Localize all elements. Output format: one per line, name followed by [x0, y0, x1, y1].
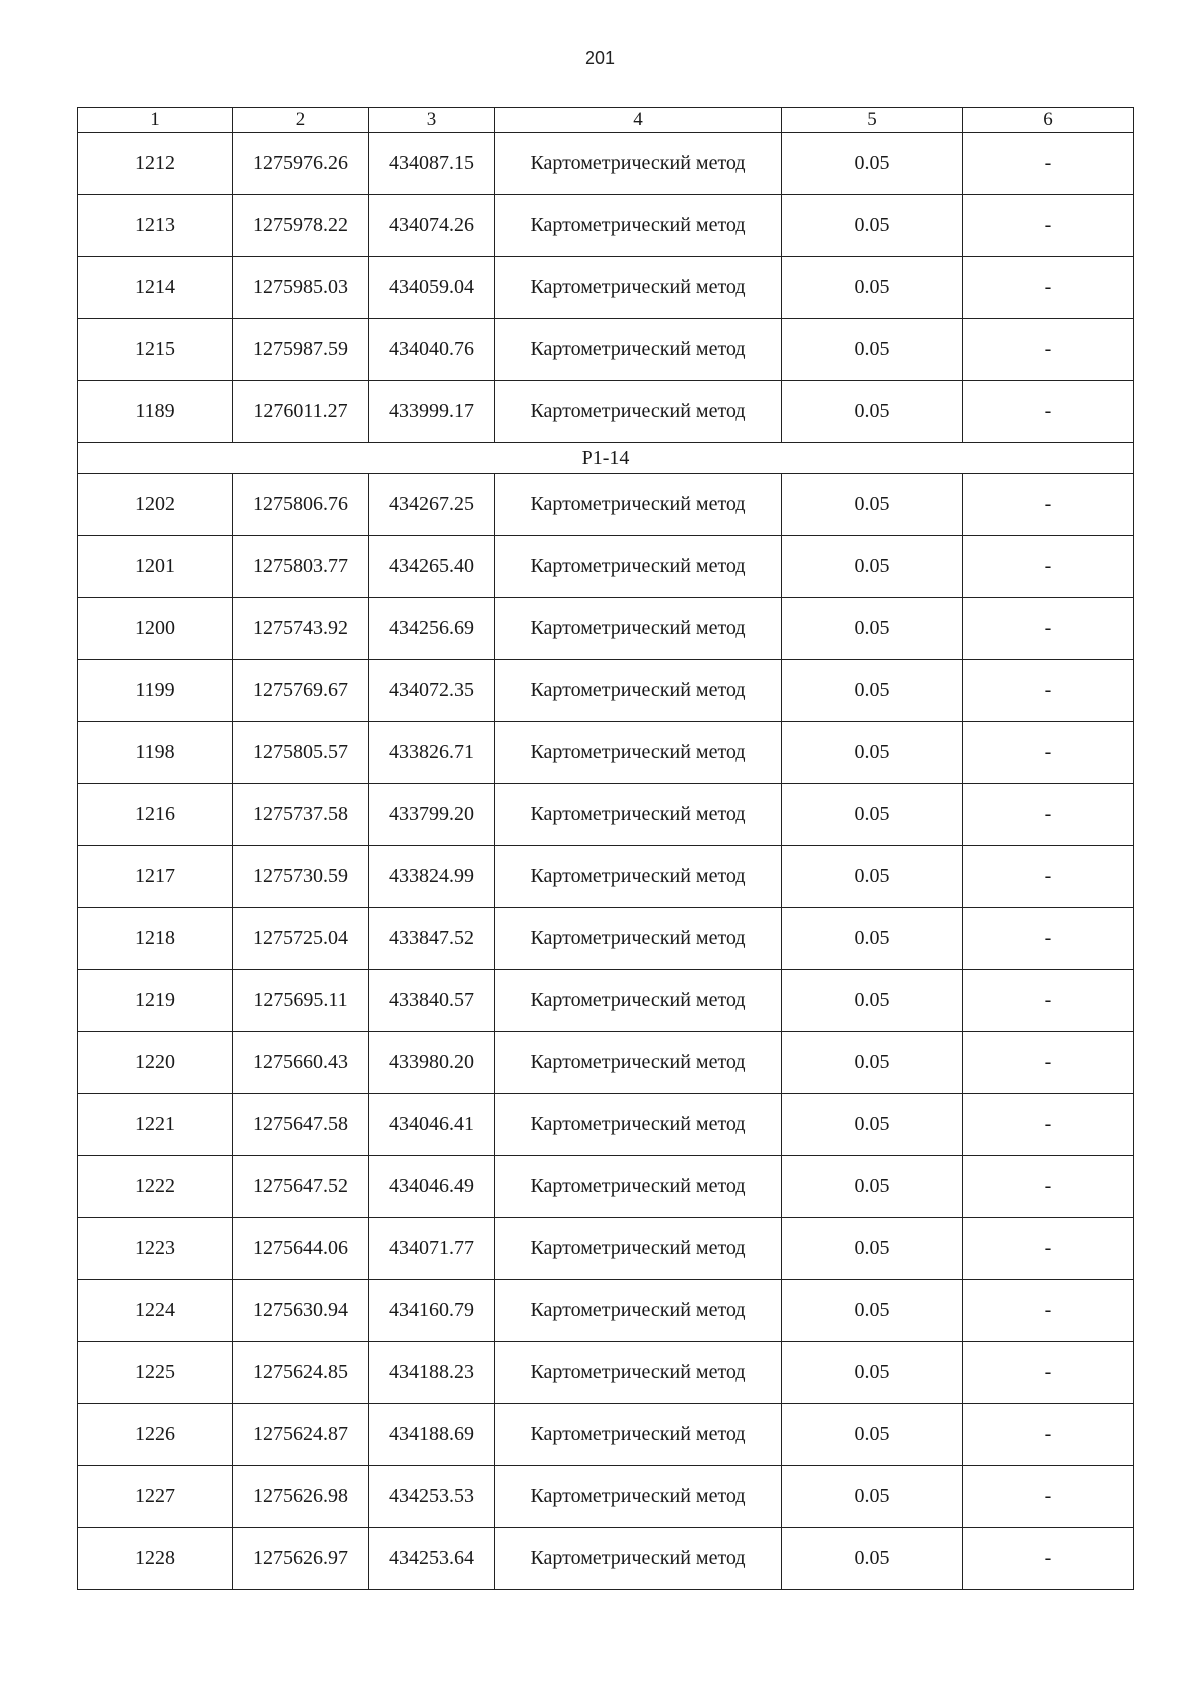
- y-coordinate-cell: 433980.20: [369, 1032, 495, 1094]
- accuracy-cell: 0.05: [782, 1528, 963, 1590]
- point-number-cell: 1220: [78, 1032, 233, 1094]
- method-cell: Картометрический метод: [495, 381, 782, 443]
- note-cell: -: [963, 970, 1134, 1032]
- x-coordinate-cell: 1275987.59: [233, 319, 369, 381]
- note-cell: -: [963, 1032, 1134, 1094]
- method-cell: Картометрический метод: [495, 319, 782, 381]
- section-label: Р1-14: [78, 443, 1134, 474]
- table-row: [78, 1032, 1134, 1094]
- x-coordinate-cell: 1276011.27: [233, 381, 369, 443]
- x-coordinate-cell: 1275695.11: [233, 970, 369, 1032]
- table-row: [78, 1466, 1134, 1528]
- y-coordinate-cell: 434253.53: [369, 1466, 495, 1528]
- table-row: [78, 319, 1134, 381]
- x-coordinate-cell: 1275976.26: [233, 133, 369, 195]
- accuracy-cell: 0.05: [782, 1404, 963, 1466]
- point-number-cell: 1226: [78, 1404, 233, 1466]
- y-coordinate-cell: 433799.20: [369, 784, 495, 846]
- note-cell: -: [963, 381, 1134, 443]
- note-cell: -: [963, 1404, 1134, 1466]
- accuracy-cell: 0.05: [782, 381, 963, 443]
- note-cell: -: [963, 1466, 1134, 1528]
- point-number-cell: 1228: [78, 1528, 233, 1590]
- point-number-cell: 1202: [78, 474, 233, 536]
- method-cell: Картометрический метод: [495, 1218, 782, 1280]
- note-cell: -: [963, 474, 1134, 536]
- accuracy-cell: 0.05: [782, 1094, 963, 1156]
- section-row: [78, 443, 1134, 474]
- x-coordinate-cell: 1275730.59: [233, 846, 369, 908]
- method-cell: Картометрический метод: [495, 1032, 782, 1094]
- method-cell: Картометрический метод: [495, 784, 782, 846]
- y-coordinate-cell: 434059.04: [369, 257, 495, 319]
- method-cell: Картометрический метод: [495, 1280, 782, 1342]
- point-number-cell: 1212: [78, 133, 233, 195]
- column-header: 2: [233, 108, 369, 133]
- x-coordinate-cell: 1275978.22: [233, 195, 369, 257]
- table-row: [78, 133, 1134, 195]
- coordinates-table: [77, 107, 1134, 1590]
- table-row: [78, 784, 1134, 846]
- accuracy-cell: 0.05: [782, 784, 963, 846]
- table-row: [78, 1280, 1134, 1342]
- note-cell: -: [963, 846, 1134, 908]
- accuracy-cell: 0.05: [782, 133, 963, 195]
- accuracy-cell: 0.05: [782, 1218, 963, 1280]
- point-number-cell: 1215: [78, 319, 233, 381]
- x-coordinate-cell: 1275660.43: [233, 1032, 369, 1094]
- y-coordinate-cell: 434072.35: [369, 660, 495, 722]
- y-coordinate-cell: 434040.76: [369, 319, 495, 381]
- column-header: 6: [963, 108, 1134, 133]
- accuracy-cell: 0.05: [782, 1032, 963, 1094]
- table-row: [78, 474, 1134, 536]
- point-number-cell: 1200: [78, 598, 233, 660]
- table-row: [78, 598, 1134, 660]
- point-number-cell: 1199: [78, 660, 233, 722]
- y-coordinate-cell: 434160.79: [369, 1280, 495, 1342]
- accuracy-cell: 0.05: [782, 1342, 963, 1404]
- x-coordinate-cell: 1275630.94: [233, 1280, 369, 1342]
- point-number-cell: 1219: [78, 970, 233, 1032]
- table-row: [78, 1094, 1134, 1156]
- accuracy-cell: 0.05: [782, 1156, 963, 1218]
- y-coordinate-cell: 433847.52: [369, 908, 495, 970]
- y-coordinate-cell: 433826.71: [369, 722, 495, 784]
- y-coordinate-cell: 433999.17: [369, 381, 495, 443]
- y-coordinate-cell: 434046.49: [369, 1156, 495, 1218]
- note-cell: -: [963, 536, 1134, 598]
- method-cell: Картометрический метод: [495, 133, 782, 195]
- note-cell: -: [963, 722, 1134, 784]
- column-header: 5: [782, 108, 963, 133]
- table-row: [78, 1528, 1134, 1590]
- method-cell: Картометрический метод: [495, 1156, 782, 1218]
- note-cell: -: [963, 908, 1134, 970]
- x-coordinate-cell: 1275769.67: [233, 660, 369, 722]
- note-cell: -: [963, 257, 1134, 319]
- method-cell: Картометрический метод: [495, 722, 782, 784]
- point-number-cell: 1189: [78, 381, 233, 443]
- note-cell: -: [963, 133, 1134, 195]
- table-row: [78, 1156, 1134, 1218]
- y-coordinate-cell: 434074.26: [369, 195, 495, 257]
- column-header: 4: [495, 108, 782, 133]
- y-coordinate-cell: 433840.57: [369, 970, 495, 1032]
- accuracy-cell: 0.05: [782, 195, 963, 257]
- x-coordinate-cell: 1275743.92: [233, 598, 369, 660]
- method-cell: Картометрический метод: [495, 1528, 782, 1590]
- y-coordinate-cell: 434256.69: [369, 598, 495, 660]
- point-number-cell: 1218: [78, 908, 233, 970]
- method-cell: Картометрический метод: [495, 660, 782, 722]
- x-coordinate-cell: 1275737.58: [233, 784, 369, 846]
- note-cell: -: [963, 319, 1134, 381]
- x-coordinate-cell: 1275626.98: [233, 1466, 369, 1528]
- method-cell: Картометрический метод: [495, 1466, 782, 1528]
- y-coordinate-cell: 434046.41: [369, 1094, 495, 1156]
- note-cell: -: [963, 784, 1134, 846]
- page-number: 201: [584, 48, 616, 68]
- y-coordinate-cell: 434267.25: [369, 474, 495, 536]
- table-row: [78, 846, 1134, 908]
- accuracy-cell: 0.05: [782, 970, 963, 1032]
- table-row: [78, 536, 1134, 598]
- table-row: [78, 381, 1134, 443]
- accuracy-cell: 0.05: [782, 846, 963, 908]
- x-coordinate-cell: 1275806.76: [233, 474, 369, 536]
- accuracy-cell: 0.05: [782, 474, 963, 536]
- column-number-row: [78, 108, 1134, 133]
- table-row: [78, 1218, 1134, 1280]
- table-row: [78, 970, 1134, 1032]
- accuracy-cell: 0.05: [782, 908, 963, 970]
- accuracy-cell: 0.05: [782, 257, 963, 319]
- x-coordinate-cell: 1275725.04: [233, 908, 369, 970]
- accuracy-cell: 0.05: [782, 660, 963, 722]
- x-coordinate-cell: 1275805.57: [233, 722, 369, 784]
- method-cell: Картометрический метод: [495, 474, 782, 536]
- method-cell: Картометрический метод: [495, 257, 782, 319]
- note-cell: -: [963, 1094, 1134, 1156]
- table-row: [78, 1404, 1134, 1466]
- column-header: 3: [369, 108, 495, 133]
- table-row: [78, 195, 1134, 257]
- x-coordinate-cell: 1275647.52: [233, 1156, 369, 1218]
- point-number-cell: 1198: [78, 722, 233, 784]
- accuracy-cell: 0.05: [782, 598, 963, 660]
- x-coordinate-cell: 1275647.58: [233, 1094, 369, 1156]
- point-number-cell: 1222: [78, 1156, 233, 1218]
- accuracy-cell: 0.05: [782, 319, 963, 381]
- method-cell: Картометрический метод: [495, 846, 782, 908]
- column-header: 1: [78, 108, 233, 133]
- y-coordinate-cell: 434253.64: [369, 1528, 495, 1590]
- note-cell: -: [963, 195, 1134, 257]
- table-row: [78, 1342, 1134, 1404]
- table-row: [78, 257, 1134, 319]
- point-number-cell: 1201: [78, 536, 233, 598]
- point-number-cell: 1217: [78, 846, 233, 908]
- method-cell: Картометрический метод: [495, 1342, 782, 1404]
- note-cell: -: [963, 1156, 1134, 1218]
- note-cell: -: [963, 598, 1134, 660]
- point-number-cell: 1225: [78, 1342, 233, 1404]
- accuracy-cell: 0.05: [782, 1466, 963, 1528]
- x-coordinate-cell: 1275644.06: [233, 1218, 369, 1280]
- point-number-cell: 1221: [78, 1094, 233, 1156]
- y-coordinate-cell: 434265.40: [369, 536, 495, 598]
- x-coordinate-cell: 1275626.97: [233, 1528, 369, 1590]
- note-cell: -: [963, 1218, 1134, 1280]
- accuracy-cell: 0.05: [782, 1280, 963, 1342]
- x-coordinate-cell: 1275985.03: [233, 257, 369, 319]
- point-number-cell: 1213: [78, 195, 233, 257]
- x-coordinate-cell: 1275624.87: [233, 1404, 369, 1466]
- method-cell: Картометрический метод: [495, 908, 782, 970]
- point-number-cell: 1214: [78, 257, 233, 319]
- x-coordinate-cell: 1275803.77: [233, 536, 369, 598]
- x-coordinate-cell: 1275624.85: [233, 1342, 369, 1404]
- y-coordinate-cell: 433824.99: [369, 846, 495, 908]
- y-coordinate-cell: 434087.15: [369, 133, 495, 195]
- note-cell: -: [963, 1342, 1134, 1404]
- method-cell: Картометрический метод: [495, 1404, 782, 1466]
- table-row: [78, 722, 1134, 784]
- method-cell: Картометрический метод: [495, 195, 782, 257]
- table-row: [78, 660, 1134, 722]
- method-cell: Картометрический метод: [495, 536, 782, 598]
- accuracy-cell: 0.05: [782, 536, 963, 598]
- method-cell: Картометрический метод: [495, 1094, 782, 1156]
- table-row: [78, 908, 1134, 970]
- y-coordinate-cell: 434071.77: [369, 1218, 495, 1280]
- note-cell: -: [963, 660, 1134, 722]
- method-cell: Картометрический метод: [495, 970, 782, 1032]
- point-number-cell: 1216: [78, 784, 233, 846]
- note-cell: -: [963, 1528, 1134, 1590]
- point-number-cell: 1224: [78, 1280, 233, 1342]
- y-coordinate-cell: 434188.23: [369, 1342, 495, 1404]
- note-cell: -: [963, 1280, 1134, 1342]
- point-number-cell: 1227: [78, 1466, 233, 1528]
- method-cell: Картометрический метод: [495, 598, 782, 660]
- y-coordinate-cell: 434188.69: [369, 1404, 495, 1466]
- point-number-cell: 1223: [78, 1218, 233, 1280]
- accuracy-cell: 0.05: [782, 722, 963, 784]
